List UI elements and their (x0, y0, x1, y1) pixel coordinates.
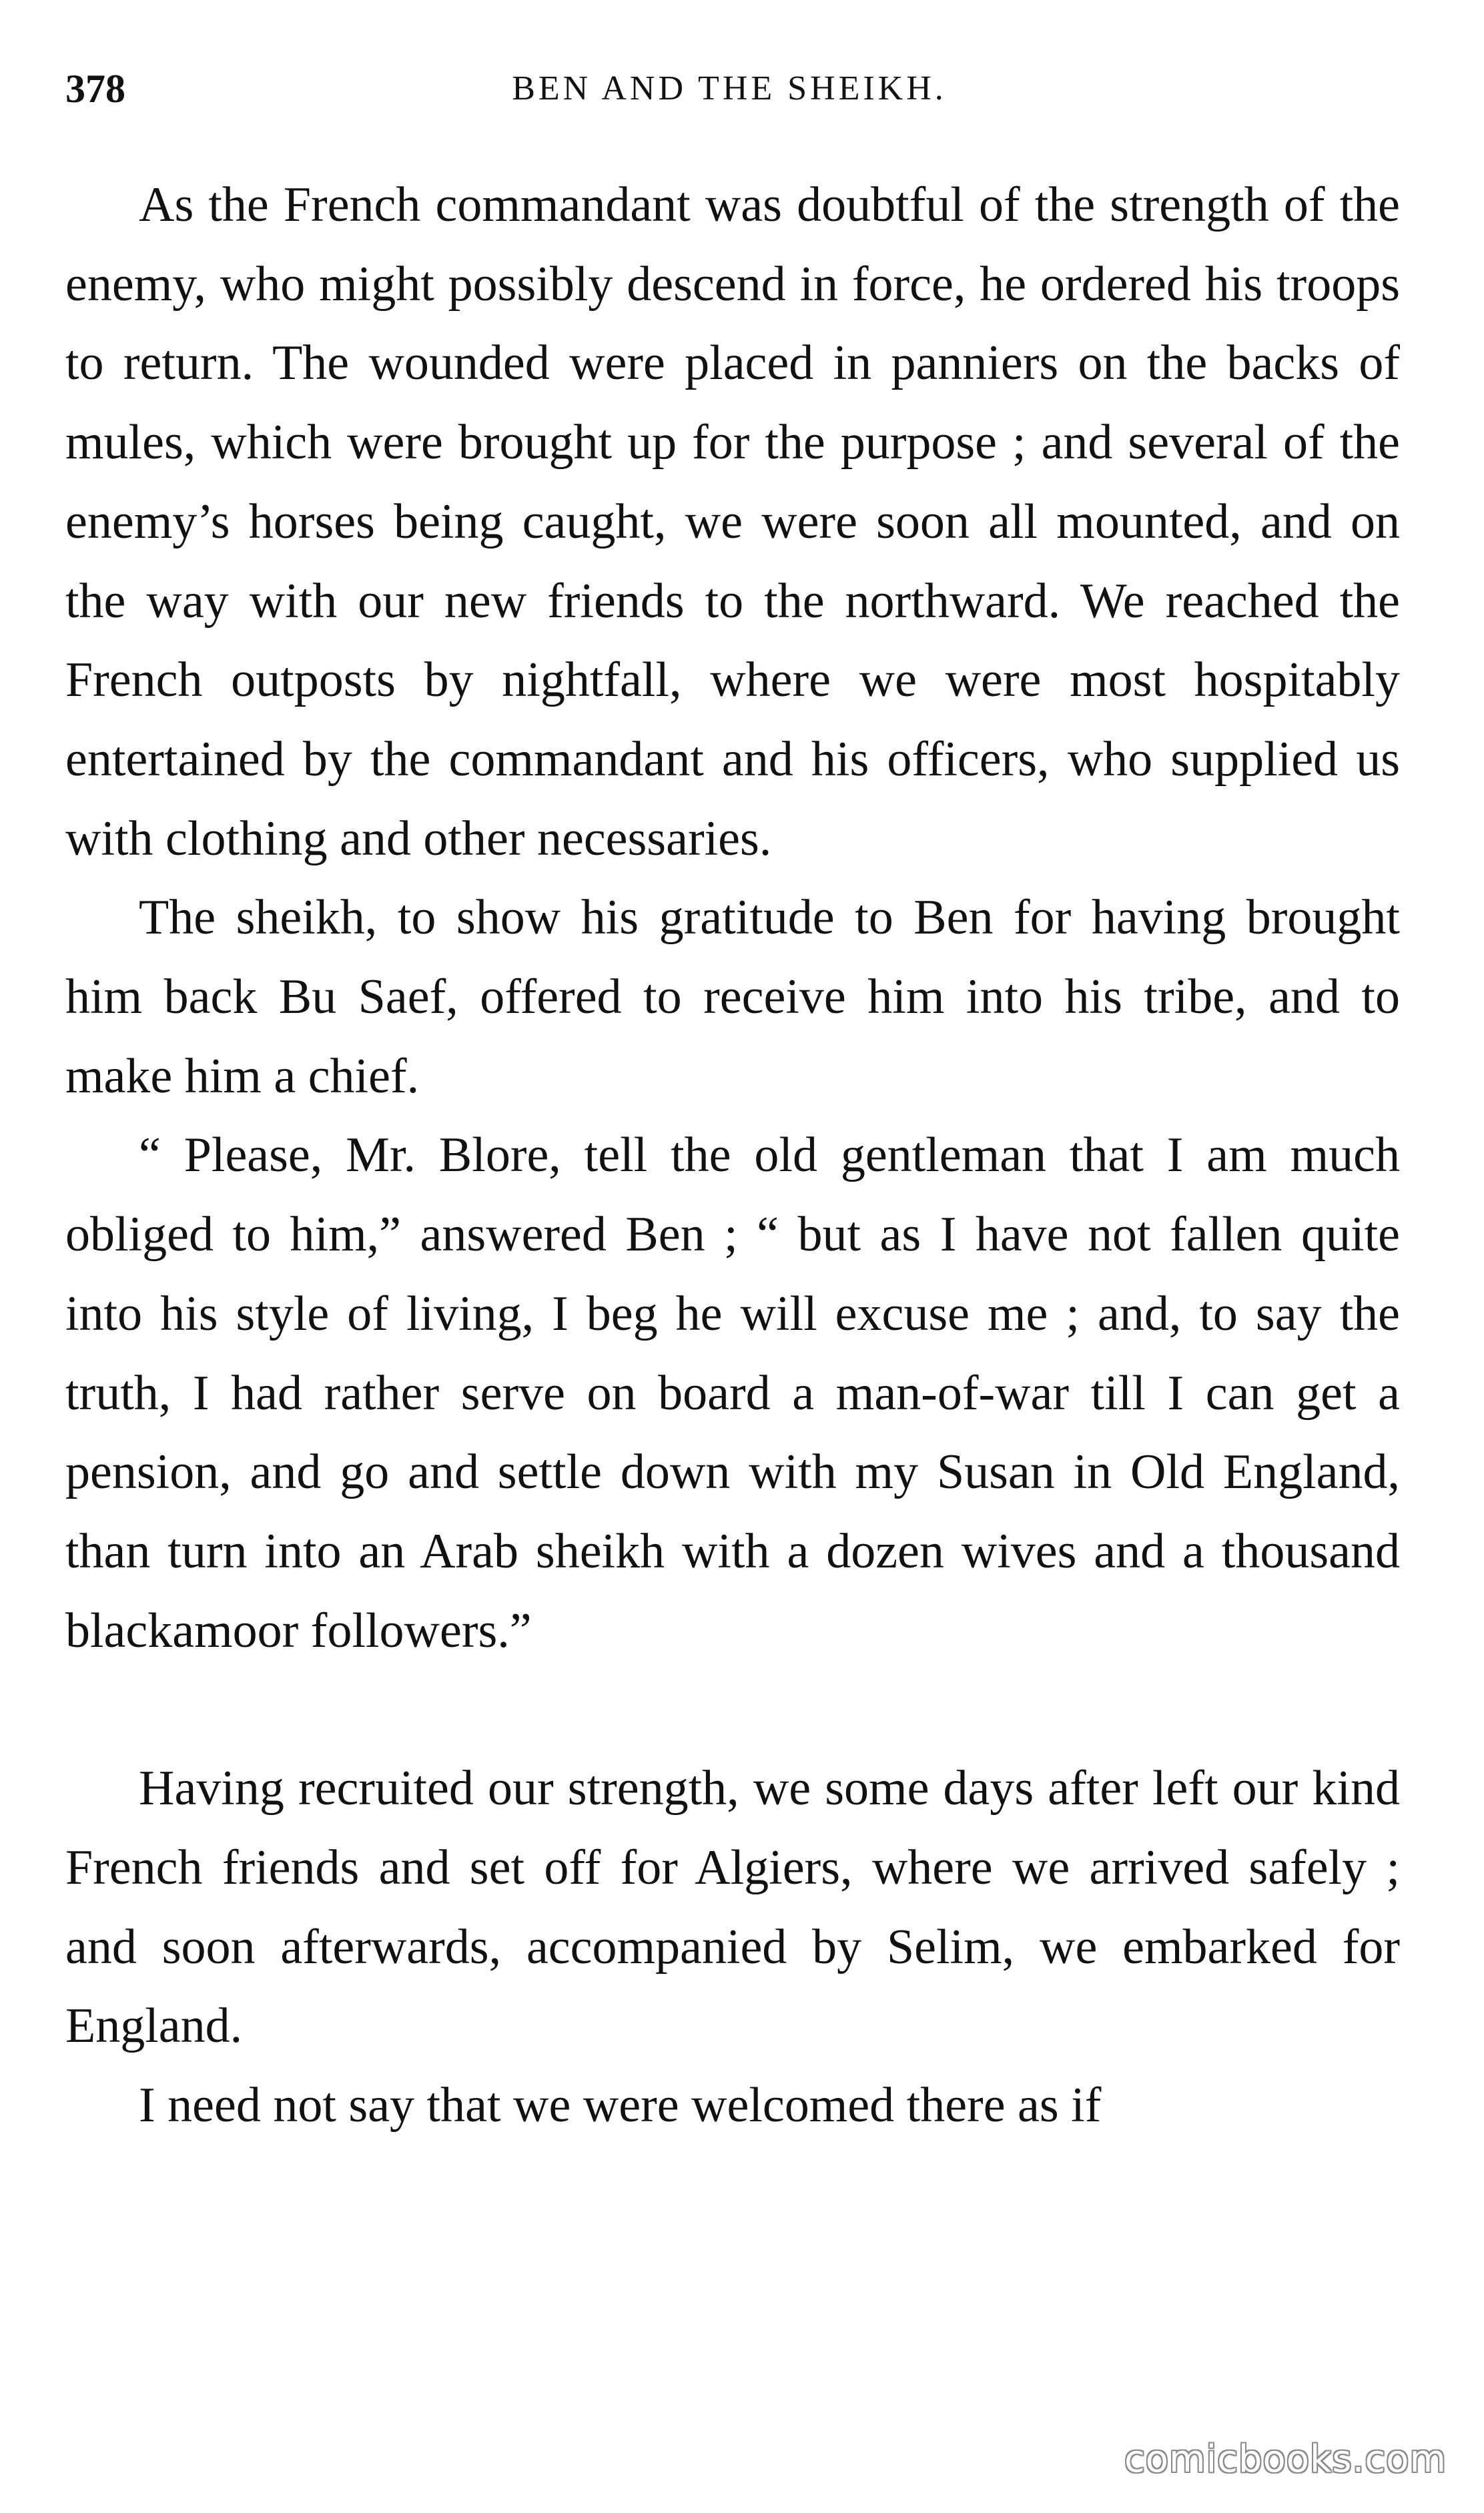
paragraph-recruited: Having recruited our strength, we some days after left our kind French friends and set off for Algiers, where we arrived safely ; and soon afterwards, accompanied by Selim, we embarked for England. (65, 1761, 1400, 2054)
page-header (65, 59, 1393, 119)
paragraph-ben-reply: “ Please, Mr. Blore, tell the old gentleman that I am much obliged to him,” answered Ben ; “ but as I have not fallen quite into his style of living, I beg he will excuse me ; and, to say the truth, I had rather serve on board a man-of-war till I can get a pension, and go and settle down with my Susan in Old England, than turn into an Arab sheikh with a dozen wives and a thousand blackamoor followers.” (65, 1128, 1400, 1658)
paragraph-welcomed: I need not say that we were welcomed there as if (139, 2078, 1102, 2133)
site-watermark: comicbooks.com (1124, 2438, 1447, 2481)
paragraph-commandant: As the French commandant was doubtful of the strength of the enemy, who might possibly descend in force, he ordered his troops to return. The wounded were placed in panniers on the backs of mules, which were brought up for the purpose ; and several of the enemy’s horses being caught, we were soon all mounted, and on the way with our new friends to the northward. We reached the French outposts by nightfall, where we were most hospitably entertained by the commandant and his officers, who supplied us with clothing and other necessaries. (65, 177, 1400, 866)
body-text (65, 165, 1400, 2145)
page-number: 378 (65, 67, 125, 111)
running-head: BEN AND THE SHEIKH. (512, 69, 947, 107)
paragraph-sheikh-offer: The sheikh, to show his gratitude to Ben for having brought him back Bu Saef, offered to receive him into his tribe, and to make him a chief. (65, 890, 1400, 1104)
